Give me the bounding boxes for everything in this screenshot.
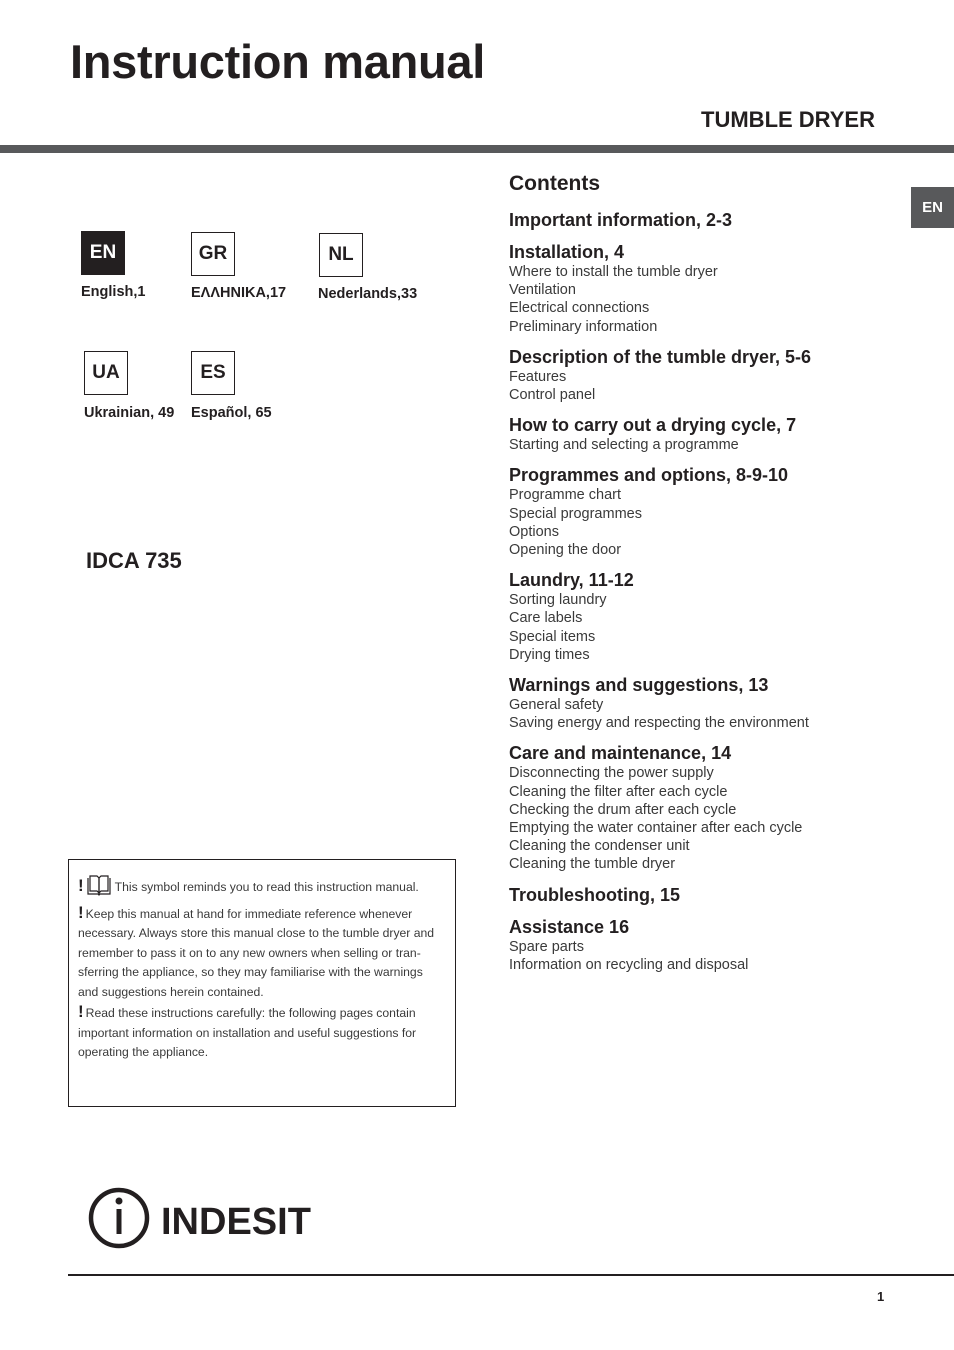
toc-section bbox=[509, 885, 909, 906]
toc-entry[interactable]: Programme chart bbox=[509, 487, 622, 504]
toc-entry[interactable]: Information on recycling and disposal bbox=[509, 956, 749, 973]
toc-section bbox=[509, 242, 909, 336]
language-label: Español, 65 bbox=[191, 405, 272, 421]
language-en[interactable] bbox=[81, 231, 125, 275]
toc-entry[interactable]: Drying times bbox=[509, 646, 590, 663]
warning-icon: ! bbox=[78, 1002, 84, 1021]
toc-section-title[interactable]: Warnings and suggestions, 13 bbox=[509, 675, 769, 696]
toc-section bbox=[509, 570, 909, 664]
toc-entry[interactable]: Cleaning the condenser unit bbox=[509, 838, 690, 855]
language-label: Ukrainian, 49 bbox=[84, 405, 175, 421]
warning-icon: ! bbox=[78, 876, 84, 895]
toc-section bbox=[509, 210, 909, 231]
toc-entry[interactable]: Checking the drum after each cycle bbox=[509, 801, 737, 818]
warning-icon: ! bbox=[78, 902, 84, 922]
toc-section-title[interactable]: Assistance 16 bbox=[509, 916, 630, 937]
toc-section bbox=[509, 917, 909, 974]
toc-entry[interactable]: Saving energy and respecting the environment bbox=[509, 715, 809, 732]
manual-book-icon bbox=[86, 874, 112, 903]
language-code: EN bbox=[81, 231, 125, 275]
model-number: IDCA 735 bbox=[86, 548, 182, 573]
toc-entry[interactable]: Emptying the water container after each cycle bbox=[509, 820, 803, 837]
language-gr[interactable] bbox=[191, 232, 235, 276]
toc-entry[interactable]: Special programmes bbox=[509, 505, 642, 522]
toc-entry[interactable]: Options bbox=[509, 523, 559, 540]
toc-section-title[interactable]: Installation, 4 bbox=[509, 242, 625, 262]
page-title: Instruction manual bbox=[70, 35, 486, 88]
header-divider bbox=[0, 145, 954, 153]
read-manual-note bbox=[68, 859, 456, 1107]
language-code: UA bbox=[84, 351, 128, 395]
toc-entry[interactable]: Control panel bbox=[509, 387, 596, 404]
product-type: TUMBLE DRYER bbox=[701, 107, 875, 132]
language-ua[interactable] bbox=[84, 351, 128, 395]
toc-entry[interactable]: Sorting laundry bbox=[509, 592, 607, 609]
toc-section-title[interactable]: Troubleshooting, 15 bbox=[509, 884, 681, 905]
language-label: ΕΛΛΗΝΙΚΑ,17 bbox=[191, 285, 287, 301]
contents-heading: Contents bbox=[509, 172, 600, 195]
toc-entry[interactable]: Preliminary information bbox=[509, 318, 658, 335]
language-code: NL bbox=[319, 233, 363, 277]
toc-section-title[interactable]: Description of the tumble dryer, 5-6 bbox=[509, 346, 812, 367]
note-paragraph bbox=[78, 874, 445, 903]
toc-entry[interactable]: Disconnecting the power supply bbox=[509, 765, 714, 782]
note-text: Read these instructions carefully: the following pages contain important information on installation and useful suggestions for operating the appliance. bbox=[78, 1006, 417, 1059]
toc-section bbox=[509, 675, 909, 732]
footer-divider bbox=[68, 1274, 954, 1276]
toc-section bbox=[509, 415, 909, 454]
page-number: 1 bbox=[877, 1289, 885, 1304]
toc-entry[interactable]: Ventilation bbox=[509, 282, 576, 299]
toc-entry[interactable]: Electrical connections bbox=[509, 300, 650, 317]
toc-entry[interactable]: Care labels bbox=[509, 610, 583, 627]
toc-section-title[interactable]: Important information, 2-3 bbox=[509, 210, 733, 230]
toc-entry[interactable]: Starting and selecting a programme bbox=[509, 437, 739, 454]
toc-entry[interactable]: Where to install the tumble dryer bbox=[509, 264, 718, 280]
toc-section-title[interactable]: How to carry out a drying cycle, 7 bbox=[509, 415, 797, 436]
toc-section-title[interactable]: Care and maintenance, 14 bbox=[509, 743, 732, 764]
language-es[interactable] bbox=[191, 351, 235, 395]
toc-section bbox=[509, 465, 909, 559]
table-of-contents bbox=[509, 172, 909, 985]
note-text: This symbol reminds you to read this instruction manual. bbox=[114, 880, 419, 894]
toc-entry[interactable]: Special items bbox=[509, 628, 596, 645]
toc-section-title[interactable]: Programmes and options, 8-9-10 bbox=[509, 465, 789, 486]
toc-entry[interactable]: Cleaning the tumble dryer bbox=[509, 856, 676, 873]
language-code: ES bbox=[191, 351, 235, 395]
brand-logo bbox=[88, 1187, 320, 1256]
language-label: Nederlands,33 bbox=[318, 286, 418, 302]
toc-entry[interactable]: Spare parts bbox=[509, 938, 584, 955]
note-text: Keep this manual at hand for immediate reference whenever necessary. Always store this manual close to the tumble dryer and remember to pass it on to any new owners when selling or tran-sferring the appliance, so they may familiarise with the warnings and suggestions herein contained. bbox=[78, 906, 435, 999]
toc-entry[interactable]: Cleaning the filter after each cycle bbox=[509, 783, 728, 800]
toc-entry[interactable]: Opening the door bbox=[509, 542, 622, 559]
brand-wordmark: INDESIT bbox=[161, 1201, 311, 1243]
language-code: GR bbox=[191, 232, 235, 276]
toc-entry[interactable]: General safety bbox=[509, 697, 604, 714]
toc-section-title[interactable]: Laundry, 11-12 bbox=[509, 570, 634, 591]
toc-list bbox=[509, 210, 909, 974]
toc-section bbox=[509, 347, 909, 404]
note-paragraph bbox=[78, 1002, 445, 1063]
toc-section bbox=[509, 743, 909, 873]
toc-entry[interactable]: Features bbox=[509, 368, 567, 385]
note-paragraph bbox=[78, 903, 445, 1003]
language-nl[interactable] bbox=[319, 233, 363, 277]
language-side-tab: EN bbox=[911, 187, 954, 228]
language-label: English,1 bbox=[81, 284, 146, 300]
